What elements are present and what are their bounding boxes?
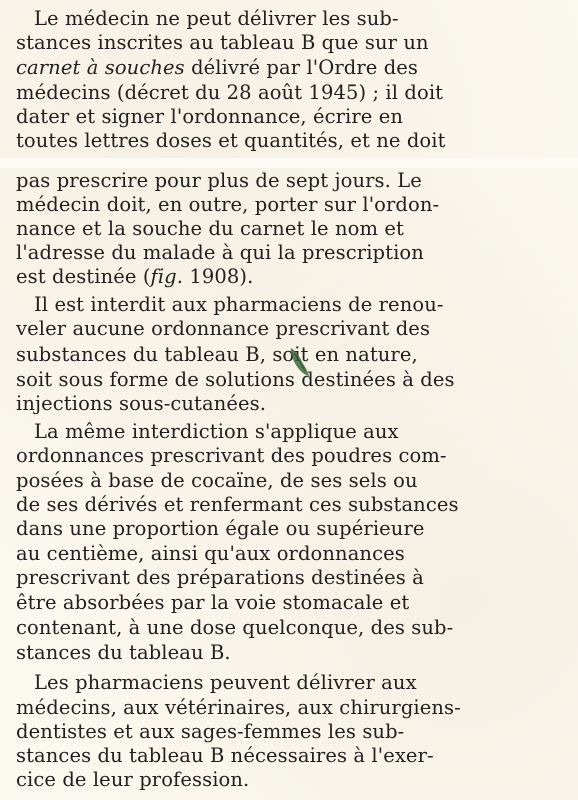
text-line: médecins, aux vétérinaires, aux chirurgiens- — [16, 696, 461, 719]
text-line: cice de leur profession. — [16, 768, 250, 791]
text-line: l'adresse du malade à qui la prescription — [16, 241, 424, 264]
text-line: stances inscrites au tableau B que sur un — [16, 31, 429, 54]
text-line: au centième, ainsi qu'aux ordonnances — [16, 542, 405, 565]
text-line: stances du tableau B. — [16, 641, 231, 664]
text-span: 1908). — [183, 265, 254, 288]
text-line: nance et la souche du carnet le nom et — [16, 217, 404, 240]
page-seam — [0, 158, 578, 168]
text-span: est destinée ( — [16, 265, 151, 288]
text-line: prescrivant des préparations destinées à — [16, 566, 424, 589]
text-span: délivré par l'Ordre des — [184, 56, 419, 79]
text-line: Il est interdit aux pharmaciens de renou- — [34, 293, 444, 316]
text-line: substances du tableau B, soit en nature, — [16, 343, 418, 366]
text-line: posées à base de cocaïne, de ses sels ou — [16, 469, 418, 492]
text-line: soit sous forme de solutions destinées à des — [16, 368, 455, 391]
text-line: dans une proportion égale ou supérieure — [16, 517, 425, 540]
italic-phrase: fig. — [150, 265, 184, 288]
text-line: toutes lettres doses et quantités, et ne doit — [16, 129, 446, 152]
text-line: être absorbées par la voie stomacale et — [16, 591, 410, 614]
text-line: médecin doit, en outre, porter sur l'ordon- — [16, 193, 440, 216]
text-line: pas prescrire pour plus de sept jours. Le — [16, 169, 422, 192]
text-line: La même interdiction s'applique aux — [34, 420, 399, 443]
text-line: dater et signer l'ordonnance, écrire en — [16, 105, 404, 128]
text-line: de ses dérivés et renfermant ces substances — [16, 493, 459, 516]
italic-phrase: carnet à souches — [16, 56, 185, 79]
text-line — [16, 57, 418, 79]
text-line: dentistes et aux sages-femmes les sub- — [16, 720, 405, 743]
text-line: contenant, à une dose quelconque, des sub- — [16, 616, 454, 639]
ink-stain-mark — [287, 345, 313, 379]
text-line: veler aucune ordonnance prescrivant des — [16, 317, 431, 340]
text-line: médecins (décret du 28 août 1945) ; il doit — [16, 81, 444, 104]
text-line: ordonnances prescrivant des poudres com- — [16, 444, 447, 467]
text-line: injections sous-cutanées. — [16, 392, 267, 415]
text-line: stances du tableau B nécessaires à l'exer- — [16, 744, 434, 767]
text-line — [16, 266, 253, 288]
text-line: Les pharmaciens peuvent délivrer aux — [34, 671, 417, 694]
text-line: Le médecin ne peut délivrer les sub- — [34, 7, 399, 30]
